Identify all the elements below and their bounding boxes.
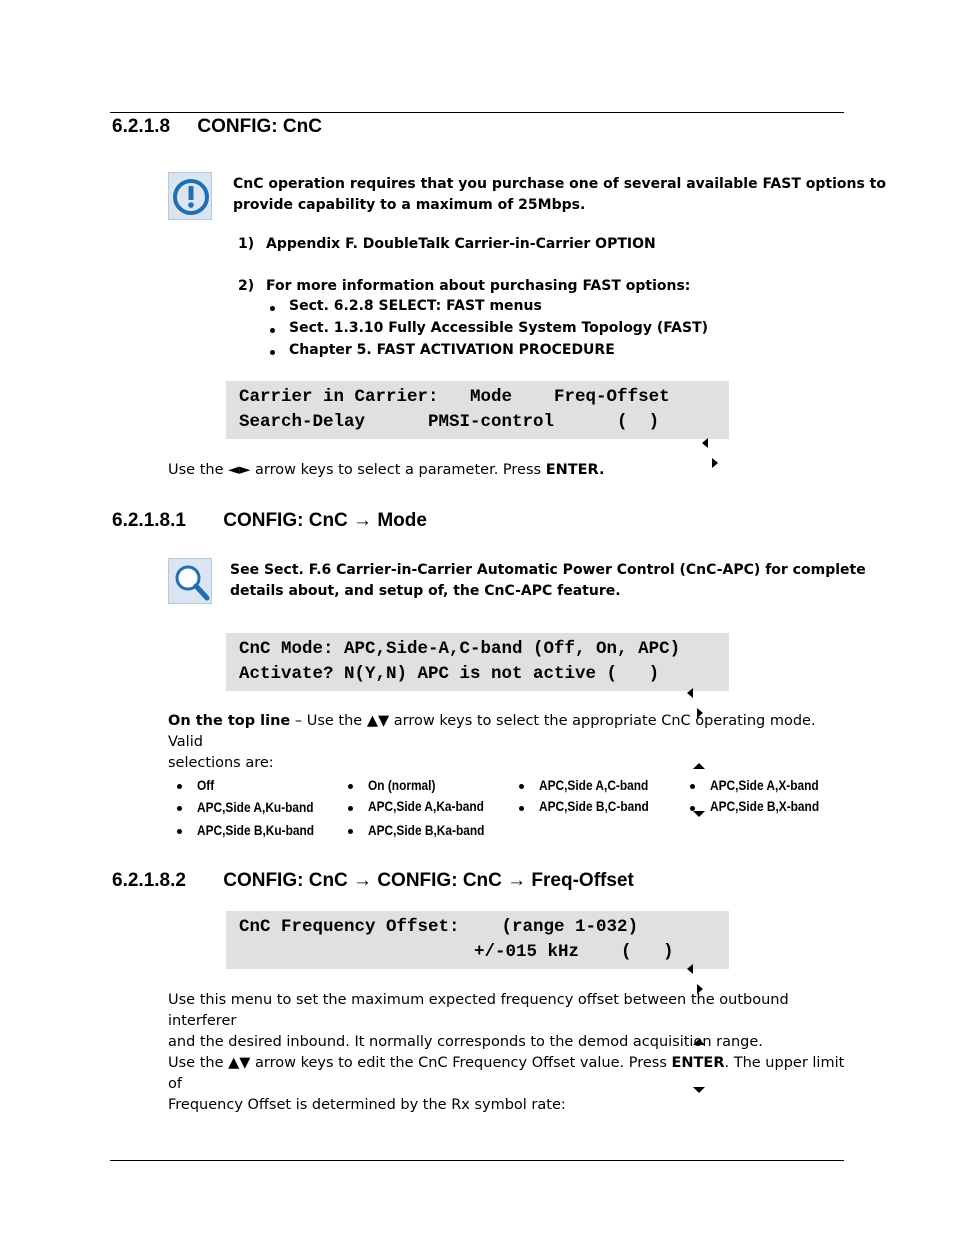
- bullet-dot: [177, 829, 182, 834]
- enter-key-label: ENTER.: [545, 462, 605, 478]
- option-item: Off: [197, 777, 215, 793]
- bullet-dot: [177, 806, 182, 811]
- bullet-dot: [519, 806, 524, 811]
- footer-rule: [110, 1160, 844, 1161]
- freq-offset-description-line-2: and the desired inbound. It normally corresponds to the demod acquisition range.: [168, 1034, 763, 1050]
- subsection-title: CONFIG: CnC → Mode: [223, 510, 427, 531]
- mode-description: [168, 711, 848, 774]
- lcd-line-1: Carrier in Carrier: Mode Freq-Offset: [239, 387, 670, 407]
- note-subitem-3: Chapter 5. FAST ACTIVATION PROCEDURE: [289, 342, 615, 358]
- section-title: CONFIG: CnC: [197, 116, 322, 137]
- subsection-title: CONFIG: CnC → CONFIG: CnC → Freq-Offset: [223, 870, 634, 891]
- bullet-dot: [177, 784, 182, 789]
- enter-key-label: ENTER: [671, 1055, 725, 1071]
- header-rule: [110, 112, 844, 113]
- freq-offset-instruction-suffix: . The upper limit of: [168, 1055, 845, 1092]
- note-subitem-1: Sect. 6.2.8 SELECT: FAST menus: [289, 298, 542, 314]
- option-item: APC,Side B,X-band: [710, 798, 820, 814]
- note-item-2-number: 2): [238, 278, 255, 294]
- freq-offset-description-line-1: Use this menu to set the maximum expected frequency offset between the outbound interferer: [168, 992, 789, 1029]
- section-heading: [112, 116, 322, 138]
- subsection-heading-mode: [112, 510, 427, 532]
- freq-offset-instruction-line-2: Frequency Offset is determined by the Rx symbol rate:: [168, 1097, 566, 1113]
- mode-description-text: – Use the ▲▼ arrow keys to select the appropriate CnC operating mode. Valid: [168, 713, 816, 750]
- bullet-dot: [348, 784, 353, 789]
- bullet-dot: [270, 328, 275, 333]
- bullet-dot: [348, 829, 353, 834]
- instruction-select-parameter: [168, 460, 604, 481]
- option-item: APC,Side A,C-band: [539, 777, 649, 793]
- option-item: APC,Side B,Ku-band: [197, 822, 315, 838]
- note-text-line-1: CnC operation requires that you purchase one of several available FAST options to: [233, 176, 886, 192]
- lcd-line-1: CnC Frequency Offset: (range 1-032): [239, 917, 639, 937]
- section-number: 6.2.1.8: [112, 116, 171, 137]
- lcd-line-1: CnC Mode: APC,Side-A,C-band (Off, On, APC): [239, 639, 681, 659]
- note-item-1-number: 1): [238, 236, 255, 252]
- lcd-display-cnc-mode: [226, 633, 729, 691]
- note-item-1: Appendix F. DoubleTalk Carrier-in-Carrier OPTION: [266, 236, 656, 252]
- option-item: APC,Side A,Ku-band: [197, 799, 314, 815]
- mode-description-text-2: selections are:: [168, 755, 274, 771]
- note-item-2: For more information about purchasing FAST options:: [266, 278, 691, 294]
- exclamation-circle-icon: [168, 172, 212, 220]
- bullet-dot: [270, 306, 275, 311]
- note-subitem-2: Sect. 1.3.10 Fully Accessible System Topology (FAST): [289, 320, 709, 336]
- subsection-heading-freq-offset: [112, 870, 634, 892]
- lcd-line-2: +/-015 kHz ( ): [474, 942, 674, 962]
- option-item: On (normal): [368, 777, 436, 793]
- lcd-display-cnc-menu: [226, 381, 729, 439]
- subsection-number: 6.2.1.8.2: [112, 870, 186, 891]
- freq-offset-instruction-text: Use the ▲▼ arrow keys to edit the CnC Frequency Offset value. Press: [168, 1055, 672, 1071]
- reference-note-line-2: details about, and setup of, the CnC-APC feature.: [230, 583, 621, 599]
- subsection-number: 6.2.1.8.1: [112, 510, 186, 531]
- freq-offset-description: [168, 990, 858, 1053]
- bullet-dot: [690, 806, 695, 811]
- lcd-line-2: Search-Delay PMSI-control ( ): [239, 412, 660, 432]
- bullet-dot: [519, 784, 524, 789]
- option-item: APC,Side B,Ka-band: [368, 822, 485, 838]
- bullet-dot: [270, 350, 275, 355]
- option-item: APC,Side A,X-band: [710, 777, 819, 793]
- bullet-dot: [348, 806, 353, 811]
- lcd-display-freq-offset: [226, 911, 729, 969]
- bullet-dot: [690, 784, 695, 789]
- top-line-label: On the top line: [168, 713, 291, 729]
- reference-note-line-1: See Sect. F.6 Carrier-in-Carrier Automatic Power Control (CnC-APC) for complete: [230, 562, 866, 578]
- magnifier-icon: [168, 558, 212, 604]
- option-item: APC,Side A,Ka-band: [368, 798, 484, 814]
- note-text-line-2: provide capability to a maximum of 25Mbps.: [233, 197, 586, 213]
- option-item: APC,Side B,C-band: [539, 798, 649, 814]
- left-right-arrows-icon: [660, 414, 718, 494]
- freq-offset-instruction: [168, 1053, 858, 1116]
- instruction-text: Use the ◄► arrow keys to select a parameter. Press: [168, 462, 546, 478]
- lcd-line-2: Activate? N(Y,N) APC is not active ( ): [239, 664, 660, 684]
